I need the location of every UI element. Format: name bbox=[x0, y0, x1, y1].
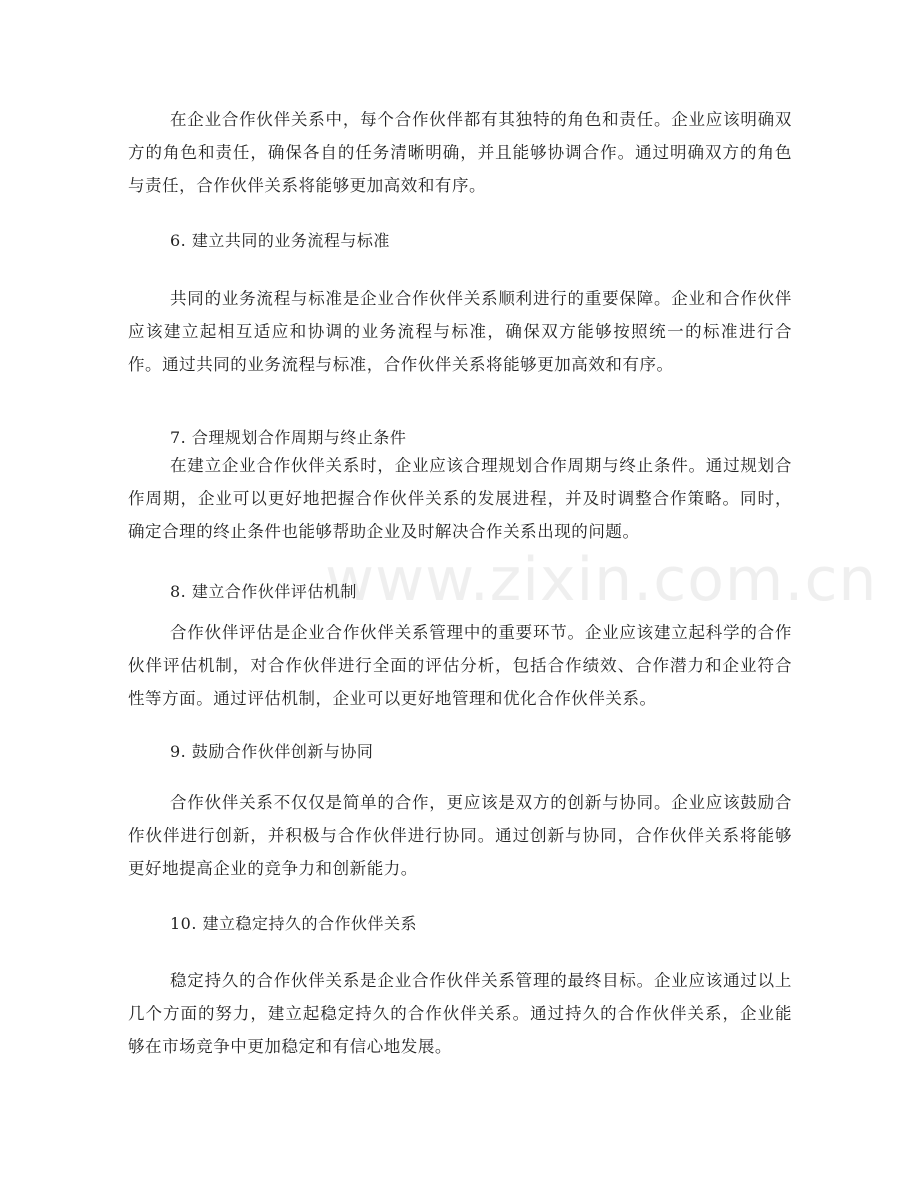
paragraph-8: 合作伙伴评估是企业合作伙伴关系管理中的重要环节。企业应该建立起科学的合作伙伴评估机制，对合作伙伴进行全面的评估分析，包括合作绩效、合作潜力和企业符合性等方面。通过评估机制，企业可以更好地管理和优化合作伙伴关系。 bbox=[128, 623, 792, 708]
heading-7: 7. 合理规划合作周期与终止条件 bbox=[170, 428, 407, 447]
paragraph-6: 共同的业务流程与标准是企业合作伙伴关系顺利进行的重要保障。企业和合作伙伴应该建立起相互适应和协调的业务流程与标准，确保双方能够按照统一的标准进行合作。通过共同的业务流程与标准，合作伙伴关系将能够更加高效和有序。 bbox=[128, 289, 792, 374]
section-6-body bbox=[128, 282, 792, 381]
section-7 bbox=[128, 426, 792, 450]
section-intro bbox=[128, 103, 792, 202]
paragraph-intro: 在企业合作伙伴关系中，每个合作伙伴都有其独特的角色和责任。企业应该明确双方的角色和责任，确保各自的任务清晰明确，并且能够协调合作。通过明确双方的角色与责任，合作伙伴关系将能够更加高效和有序。 bbox=[128, 110, 792, 195]
paragraph-9: 合作伙伴关系不仅仅是简单的合作，更应该是双方的创新与协同。企业应该鼓励合作伙伴进行创新，并积极与合作伙伴进行协同。通过创新与协同，合作伙伴关系将能够更好地提高企业的竞争力和创新能力。 bbox=[128, 793, 792, 878]
section-10 bbox=[128, 912, 792, 936]
section-6 bbox=[128, 229, 792, 253]
heading-10: 10. 建立稳定持久的合作伙伴关系 bbox=[170, 914, 418, 933]
section-8 bbox=[128, 580, 792, 604]
section-10-body bbox=[128, 964, 792, 1063]
section-7-body bbox=[128, 449, 792, 548]
heading-6: 6. 建立共同的业务流程与标准 bbox=[170, 231, 390, 250]
heading-9: 9. 鼓励合作伙伴创新与协同 bbox=[170, 742, 374, 761]
heading-8: 8. 建立合作伙伴评估机制 bbox=[170, 582, 357, 601]
watermark: www.zixin.com.cn bbox=[325, 545, 878, 615]
section-9 bbox=[128, 740, 792, 764]
section-9-body bbox=[128, 786, 792, 885]
section-8-body bbox=[128, 616, 792, 715]
paragraph-10: 稳定持久的合作伙伴关系是企业合作伙伴关系管理的最终目标。企业应该通过以上几个方面的努力，建立起稳定持久的合作伙伴关系。通过持久的合作伙伴关系，企业能够在市场竞争中更加稳定和有信心地发展。 bbox=[128, 971, 792, 1056]
paragraph-7: 在建立企业合作伙伴关系时，企业应该合理规划合作周期与终止条件。通过规划合作周期，企业可以更好地把握合作伙伴关系的发展进程，并及时调整合作策略。同时，确定合理的终止条件也能够帮助企业及时解决合作关系出现的问题。 bbox=[128, 456, 792, 541]
